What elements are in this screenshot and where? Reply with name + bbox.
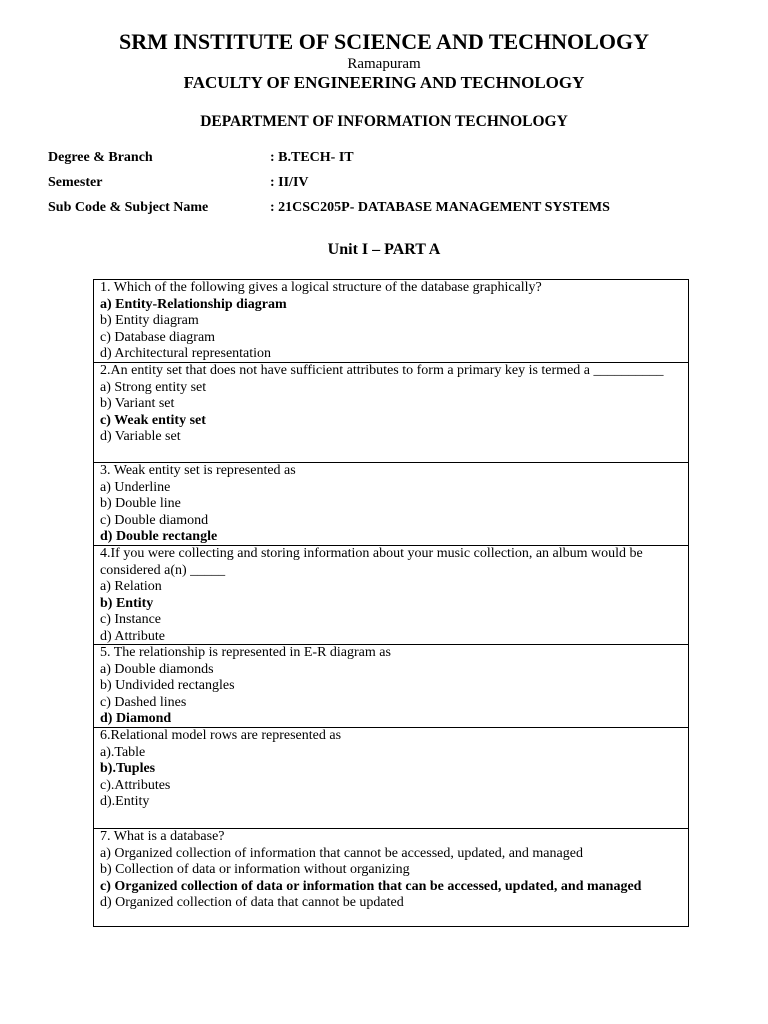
correct-option: c) Weak entity set	[100, 412, 206, 428]
info-value: : B.TECH- IT	[270, 150, 354, 165]
question-table	[93, 279, 689, 927]
question-block	[94, 363, 688, 463]
answer-option: d) Variable set	[100, 429, 181, 444]
answer-option: b) Entity diagram	[100, 313, 199, 328]
question-text: 7. What is a database?	[100, 829, 225, 844]
answer-option: c) Database diagram	[100, 329, 216, 345]
correct-option: c) Organized collection of data or information that can be accessed, updated, and managed	[100, 878, 642, 894]
question-text: 3. Weak entity set is represented as	[100, 463, 296, 478]
question-text: 1. Which of the following gives a logical structure of the database graphically?	[100, 280, 542, 295]
info-label: Sub Code & Subject Name	[48, 200, 209, 215]
correct-option: b) Entity	[100, 595, 154, 611]
course-info	[48, 148, 728, 223]
question-block	[94, 546, 688, 645]
info-label: Degree & Branch	[48, 150, 153, 165]
faculty-name: FACULTY OF ENGINEERING AND TECHNOLOGY	[183, 73, 585, 92]
answer-option: d) Attribute	[100, 628, 165, 644]
info-row-semester	[48, 173, 728, 198]
answer-option: b) Undivided rectangles	[100, 678, 235, 693]
question-block	[94, 280, 688, 363]
answer-option: d) Organized collection of data that cannot be updated	[100, 895, 404, 910]
question-block	[94, 463, 688, 546]
correct-option: a) Entity-Relationship diagram	[100, 296, 287, 312]
answer-option: a) Relation	[100, 579, 162, 594]
campus-name: Ramapuram	[347, 56, 421, 72]
unit-title: Unit I – PART A	[327, 241, 441, 258]
answer-option: c) Instance	[100, 612, 162, 627]
answer-option: b) Variant set	[100, 396, 175, 411]
info-value: : II/IV	[270, 175, 309, 190]
correct-option: b).Tuples	[100, 761, 156, 776]
info-label: Semester	[48, 175, 103, 190]
answer-option: d) Architectural representation	[100, 346, 272, 361]
answer-option: b) Double line	[100, 496, 181, 511]
answer-option: a) Strong entity set	[100, 379, 207, 395]
info-row-subject	[48, 198, 728, 223]
info-row-degree	[48, 148, 728, 173]
institute-name: SRM INSTITUTE OF SCIENCE AND TECHNOLOGY	[119, 29, 649, 54]
question-text: 5. The relationship is represented in E-R diagram as	[100, 645, 391, 660]
answer-option: c).Attributes	[100, 777, 171, 793]
answer-option: a) Double diamonds	[100, 661, 214, 677]
answer-option: a).Table	[100, 744, 146, 760]
question-text: 2.An entity set that does not have sufficient attributes to form a primary key is termed a __________	[100, 363, 664, 378]
answer-option: d).Entity	[100, 794, 150, 809]
answer-option: b) Collection of data or information without organizing	[100, 862, 410, 877]
answer-option: c) Double diamond	[100, 512, 209, 528]
info-value: : 21CSC205P- DATABASE MANAGEMENT SYSTEMS	[270, 200, 610, 215]
department-name: DEPARTMENT OF INFORMATION TECHNOLOGY	[200, 113, 568, 130]
answer-option: c) Dashed lines	[100, 694, 187, 710]
question-block	[94, 728, 688, 829]
question-block	[94, 645, 688, 728]
question-text: 4.If you were collecting and storing information about your music collection, an album would be considered a(n) _____	[100, 546, 643, 578]
correct-option: d) Double rectangle	[100, 529, 218, 544]
answer-option: a) Underline	[100, 479, 171, 495]
answer-option: a) Organized collection of information that cannot be accessed, updated, and managed	[100, 845, 583, 861]
correct-option: d) Diamond	[100, 711, 172, 726]
question-text: 6.Relational model rows are represented as	[100, 728, 342, 743]
question-block	[94, 829, 688, 928]
